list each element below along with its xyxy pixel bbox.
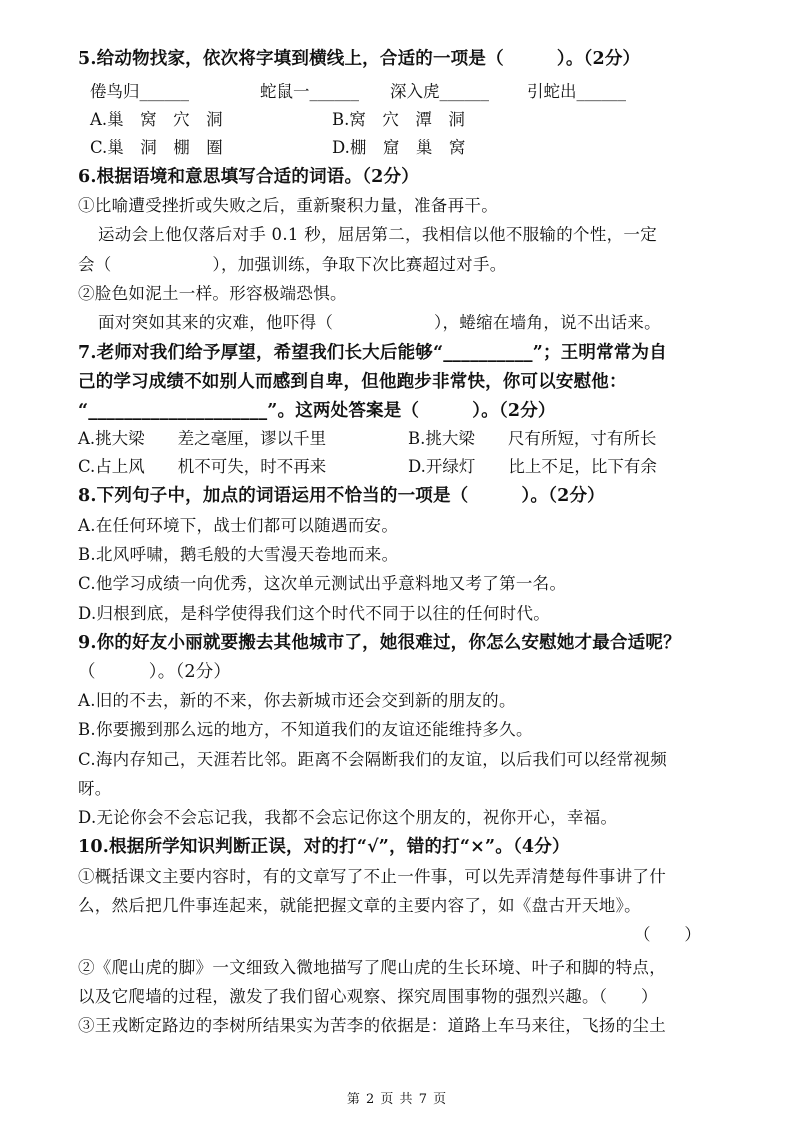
q5-option-d: D.棚 窟 巢 窝: [332, 138, 466, 157]
q9-option-a: A.旧的不去，新的不来，你去新城市还会交到新的朋友的。: [78, 691, 516, 710]
q7-option-b: B.挑大梁 尺有所短，寸有所长: [408, 429, 657, 448]
q8-option-d: D.归根到底，是科学使得我们这个时代不同于以往的任何时代。: [78, 604, 551, 623]
q7-options-row-2: [78, 453, 718, 475]
q7-option-d: D.开绿灯 比上不足，比下有余: [408, 457, 657, 476]
q5-option-b: B.窝 穴 潭 洞: [332, 110, 465, 129]
q8-option-c: C.他学习成绩一向优秀，这次单元测试出乎意料地又考了第一名。: [78, 574, 567, 593]
q8-title: 8.下列句子中，加点的词语运用不恰当的一项是（ ）。（2分）: [78, 486, 605, 506]
q10-line-2: 么，然后把几件事连起来，就能把握文章的主要内容了，如《盘古开天地》。: [78, 896, 641, 915]
q6-line-2: 运动会上他仅落后对手 0.1 秒，屈居第二，我相信以他不服输的个性，一定: [98, 225, 658, 244]
q9-option-d: D.无论你会不会忘记我，我都不会忘记你这个朋友的，祝你开心，幸福。: [78, 808, 618, 827]
q7-line-3: “____________________”。这两处答案是（ ）。（2分）: [78, 401, 556, 421]
q5-options-row-2: [90, 134, 650, 156]
q8-option-a: A.在任何环境下，战士们都可以随遇而安。: [78, 516, 399, 535]
q5-blank-4: 引蛇出______: [527, 82, 626, 101]
q10-line-5: ③王戎断定路边的李树所结果实为苦李的依据是：道路上车马来往，飞扬的尘土: [78, 1016, 666, 1035]
q7-option-c: C.占上风 机不可失，时不再来: [78, 457, 327, 476]
q5-blank-1: 倦鸟归______: [90, 82, 189, 101]
q5-options-row-1: [90, 106, 650, 128]
q6-line-5: 面对突如其来的灾难，他吓得（ ），蜷缩在墙角，说不出话来。: [98, 313, 661, 332]
q10-line-3: ②《爬山虎的脚》一文细致入微地描写了爬山虎的生长环境、叶子和脚的特点，: [78, 958, 666, 977]
q6-title: 6.根据语境和意思填写合适的词语。（2分）: [78, 167, 419, 187]
q7-line-1: 7.老师对我们给予厚望，希望我们长大后能够“__________”；王明常常为自: [78, 343, 667, 363]
q6-line-4: ②脸色如泥土一样。形容极端恐惧。: [78, 284, 347, 303]
q9-title-2: （ ）。（2分）: [78, 662, 232, 682]
q5-blank-2: 蛇鼠一______: [260, 82, 359, 101]
q9-title: 9.你的好友小丽就要搬去其他城市了，她很难过，你怎么安慰她才最合适呢？: [78, 633, 681, 653]
q6-line-3: 会（ ），加强训练，争取下次比赛超过对手。: [78, 255, 507, 274]
q5-option-a: A.巢 窝 穴 洞: [90, 110, 223, 129]
q7-options-row-1: [78, 425, 718, 447]
q10-answer-paren-1: （ ）: [634, 925, 702, 944]
q5-title: 5.给动物找家，依次将字填到横线上，合适的一项是（ ）。（2分）: [78, 49, 641, 69]
q8-option-b: B.北风呼啸，鹅毛般的大雪漫天卷地而来。: [78, 545, 399, 564]
q5-option-c: C.巢 洞 棚 圈: [90, 138, 223, 157]
q10-line-1: ①概括课文主要内容时，有的文章写了不止一件事，可以先弄清楚每件事讲了什: [78, 867, 666, 886]
page-number-footer: 第 2 页 共 7 页: [346, 1092, 448, 1107]
q10-title: 10.根据所学知识判断正误，对的打“√”，错的打“×”。（4分）: [78, 837, 570, 857]
q10-line-4: 以及它爬墙的过程，激发了我们留心观察、探究周围事物的强烈兴趣。（ ）: [78, 987, 658, 1006]
q9-option-b: B.你要搬到那么远的地方，不知道我们的友谊还能维持多久。: [78, 720, 533, 739]
q7-line-2: 己的学习成绩不如别人而感到自卑，但他跑步非常快，你可以安慰他：: [78, 372, 627, 392]
q5-blanks: [90, 78, 730, 100]
q6-line-1: ①比喻遭受挫折或失败之后，重新聚积力量，准备再干。: [78, 196, 498, 215]
q5-blank-3: 深入虎______: [390, 82, 489, 101]
q7-option-a: A.挑大梁 差之毫厘，谬以千里: [78, 429, 327, 448]
q9-option-c-cont: 呀。: [78, 779, 112, 798]
q9-option-c: C.海内存知己，天涯若比邻。距离不会隔断我们的友谊，以后我们可以经常视频: [78, 750, 668, 769]
